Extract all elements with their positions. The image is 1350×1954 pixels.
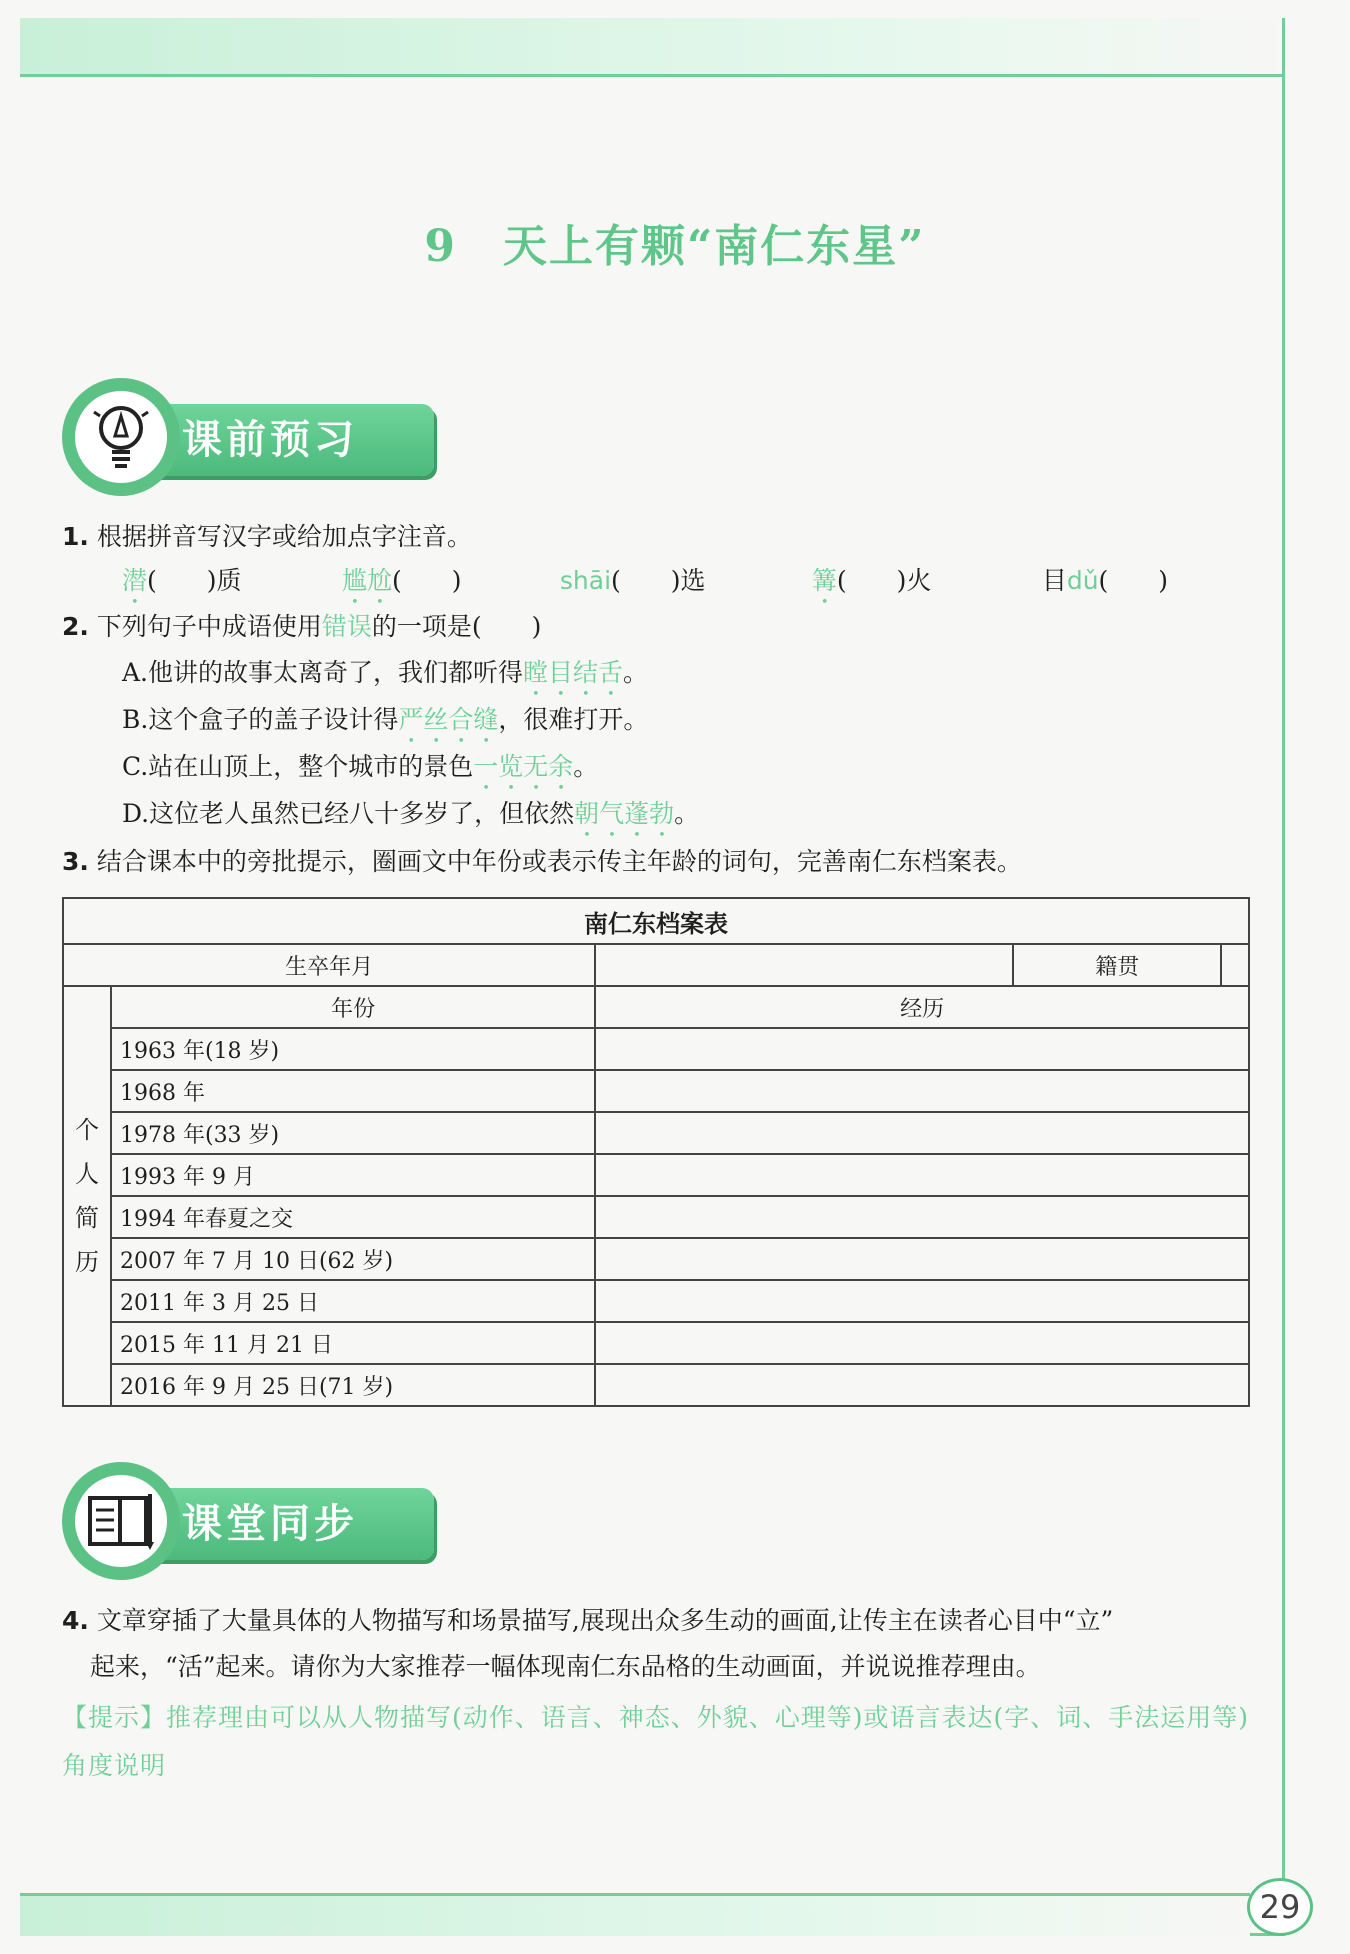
section-title-sync: 课堂同步 <box>182 1501 358 1547</box>
table-row: 1993 年 9 月 <box>63 1154 1249 1196</box>
q1-item: shāi( )选 <box>559 566 706 595</box>
question-1: 1. 根据拼音写汉字或给加点字注音。 <box>62 522 472 551</box>
table-title: 南仁东档案表 <box>63 898 1249 944</box>
experience-cell[interactable] <box>595 1238 1249 1280</box>
section-badge-preview <box>62 378 382 508</box>
birth-answer-cell[interactable] <box>595 944 1013 986</box>
question-4: 4. 文章穿插了大量具体的人物描写和场景描写,展现出众多生动的画面,让传主在读者心目中“立” <box>62 1606 1114 1635</box>
table-row: 1978 年(33 岁) <box>63 1112 1249 1154</box>
section-badge-sync <box>62 1462 382 1592</box>
q2-option-d: D.这位老人虽然已经八十多岁了，但依然朝气蓬勃。 <box>122 799 700 828</box>
q2-option-c: C.站在山顶上，整个城市的景色一览无余。 <box>122 752 599 781</box>
birth-label: 生卒年月 <box>63 944 595 986</box>
page-number: 29 <box>1247 1878 1313 1936</box>
experience-cell[interactable] <box>595 1028 1249 1070</box>
experience-cell[interactable] <box>595 1364 1249 1406</box>
year-header: 年份 <box>111 986 595 1028</box>
experience-cell[interactable] <box>595 1070 1249 1112</box>
origin-label: 籍贯 <box>1013 944 1221 986</box>
bottom-decor-band <box>20 1893 1250 1936</box>
archive-table <box>62 897 1250 1407</box>
lightbulb-icon <box>90 402 152 472</box>
table-row: 2016 年 9 月 25 日(71 岁) <box>63 1364 1249 1406</box>
question-4-hint: 【提示】推荐理由可以从人物描写(动作、语言、神态、外貌、心理等)或语言表达(字、词、手法运用等)角度说明 <box>62 1703 1250 1780</box>
table-row: 1968 年 <box>63 1070 1249 1112</box>
question-2: 2. 下列句子中成语使用错误的一项是( ) <box>62 612 542 641</box>
experience-cell[interactable] <box>595 1322 1249 1364</box>
experience-cell[interactable] <box>595 1112 1249 1154</box>
q1-item: 篝( )火 <box>811 566 932 595</box>
lesson-title <box>0 210 1350 274</box>
section-title-preview: 课前预习 <box>182 417 358 463</box>
q1-item: 尴尬( ) <box>341 566 462 595</box>
table-row: 2011 年 3 月 25 日 <box>63 1280 1249 1322</box>
q1-item: 潜( )质 <box>122 566 242 595</box>
experience-cell[interactable] <box>595 1154 1249 1196</box>
table-row: 1963 年(18 岁) <box>63 1028 1249 1070</box>
lesson-title-text: 天上有颗“南仁东星” <box>503 221 926 272</box>
table-row: 2007 年 7 月 10 日(62 岁) <box>63 1238 1249 1280</box>
experience-header: 经历 <box>595 986 1249 1028</box>
q1-item: 目dǔ( ) <box>1041 566 1169 595</box>
question-3: 3. 结合课本中的旁批提示，圈画文中年份或表示传主年龄的词句，完善南仁东档案表。 <box>62 847 1022 876</box>
question-4-line2: 起来，“活”起来。请你为大家推荐一幅体现南仁东品格的生动画面，并说说推荐理由。 <box>90 1652 1041 1681</box>
q2-option-b: B.这个盒子的盖子设计得严丝合缝，很难打开。 <box>122 705 649 734</box>
side-label-cell: 个 人 简 历 <box>63 986 111 1406</box>
experience-cell[interactable] <box>595 1280 1249 1322</box>
notebook-icon <box>86 1490 156 1552</box>
q2-option-a: A.他讲的故事太离奇了，我们都听得瞠目结舌。 <box>122 658 649 687</box>
question-1-items <box>122 564 1168 610</box>
experience-cell[interactable] <box>595 1196 1249 1238</box>
table-row: 1994 年春夏之交 <box>63 1196 1249 1238</box>
table-row: 2015 年 11 月 21 日 <box>63 1322 1249 1364</box>
origin-answer-cell[interactable] <box>1221 944 1249 986</box>
lesson-number: 9 <box>424 221 457 272</box>
